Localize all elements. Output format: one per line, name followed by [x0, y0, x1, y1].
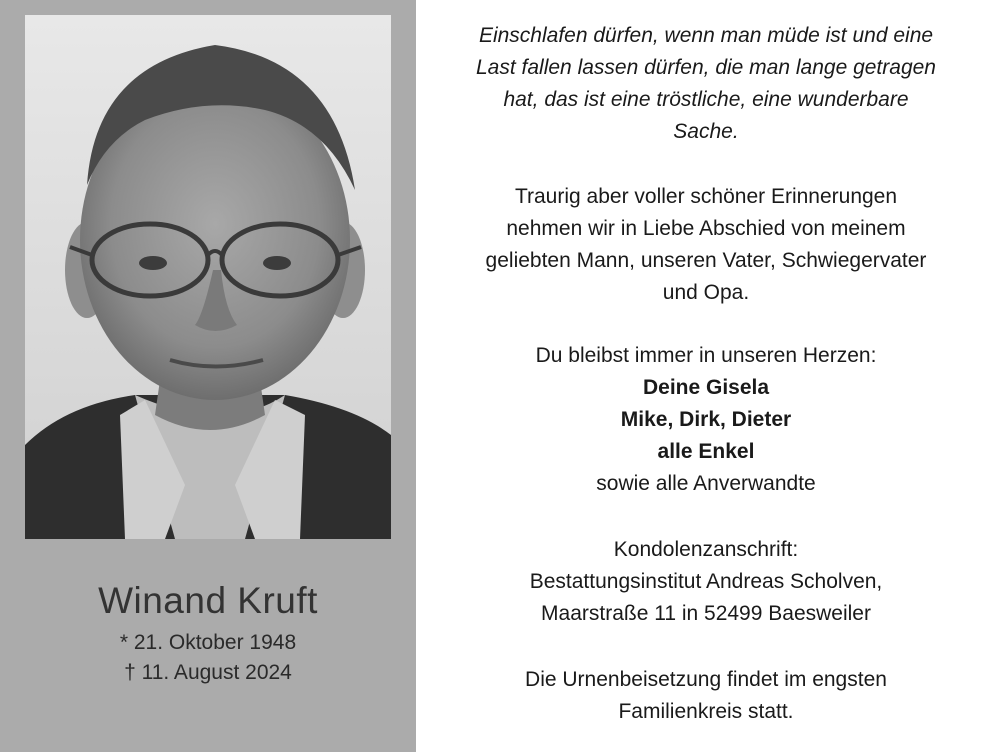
quote-line: Sache. [673, 120, 739, 143]
quote [436, 20, 976, 148]
mourner-name: alle Enkel [657, 440, 755, 463]
farewell-line: und Opa. [662, 281, 750, 304]
condolence-address [436, 534, 976, 630]
mourners [436, 340, 976, 500]
farewell-text [436, 181, 976, 309]
death-date: † 11. August 2024 [124, 661, 292, 684]
burial-line: Die Urnenbeisetzung findet im engsten [525, 668, 887, 691]
right-panel [416, 0, 1000, 752]
condolence-line: Maarstraße 11 in 52499 Baesweiler [541, 602, 871, 625]
mourner-name: Mike, Dirk, Dieter [620, 408, 792, 431]
condolence-line: Bestattungsinstitut Andreas Scholven, [529, 570, 883, 593]
portrait-photo [25, 15, 391, 539]
name-block [0, 580, 416, 688]
quote-line: hat, das ist eine tröstliche, eine wunderbare [503, 88, 909, 111]
farewell-line: geliebten Mann, unseren Vater, Schwiegervater [485, 249, 927, 272]
burial-line: Familienkreis statt. [618, 700, 794, 723]
deceased-name: Winand Kruft [98, 580, 318, 621]
condolence-line: Kondolenzanschrift: [613, 538, 799, 561]
mourners-intro: Du bleibst immer in unseren Herzen: [535, 344, 877, 367]
quote-line: Einschlafen dürfen, wenn man müde ist und eine [478, 24, 934, 47]
mourner-name: Deine Gisela [642, 376, 770, 399]
farewell-line: nehmen wir in Liebe Abschied von meinem [506, 217, 906, 240]
quote-line: Last fallen lassen dürfen, die man lange getragen [476, 56, 936, 79]
portrait-image [25, 15, 391, 539]
left-panel [0, 0, 416, 752]
burial-note [436, 664, 976, 728]
farewell-line: Traurig aber voller schöner Erinnerungen [514, 185, 898, 208]
mourners-outro: sowie alle Anverwandte [596, 472, 816, 495]
birth-date: * 21. Oktober 1948 [119, 631, 297, 654]
